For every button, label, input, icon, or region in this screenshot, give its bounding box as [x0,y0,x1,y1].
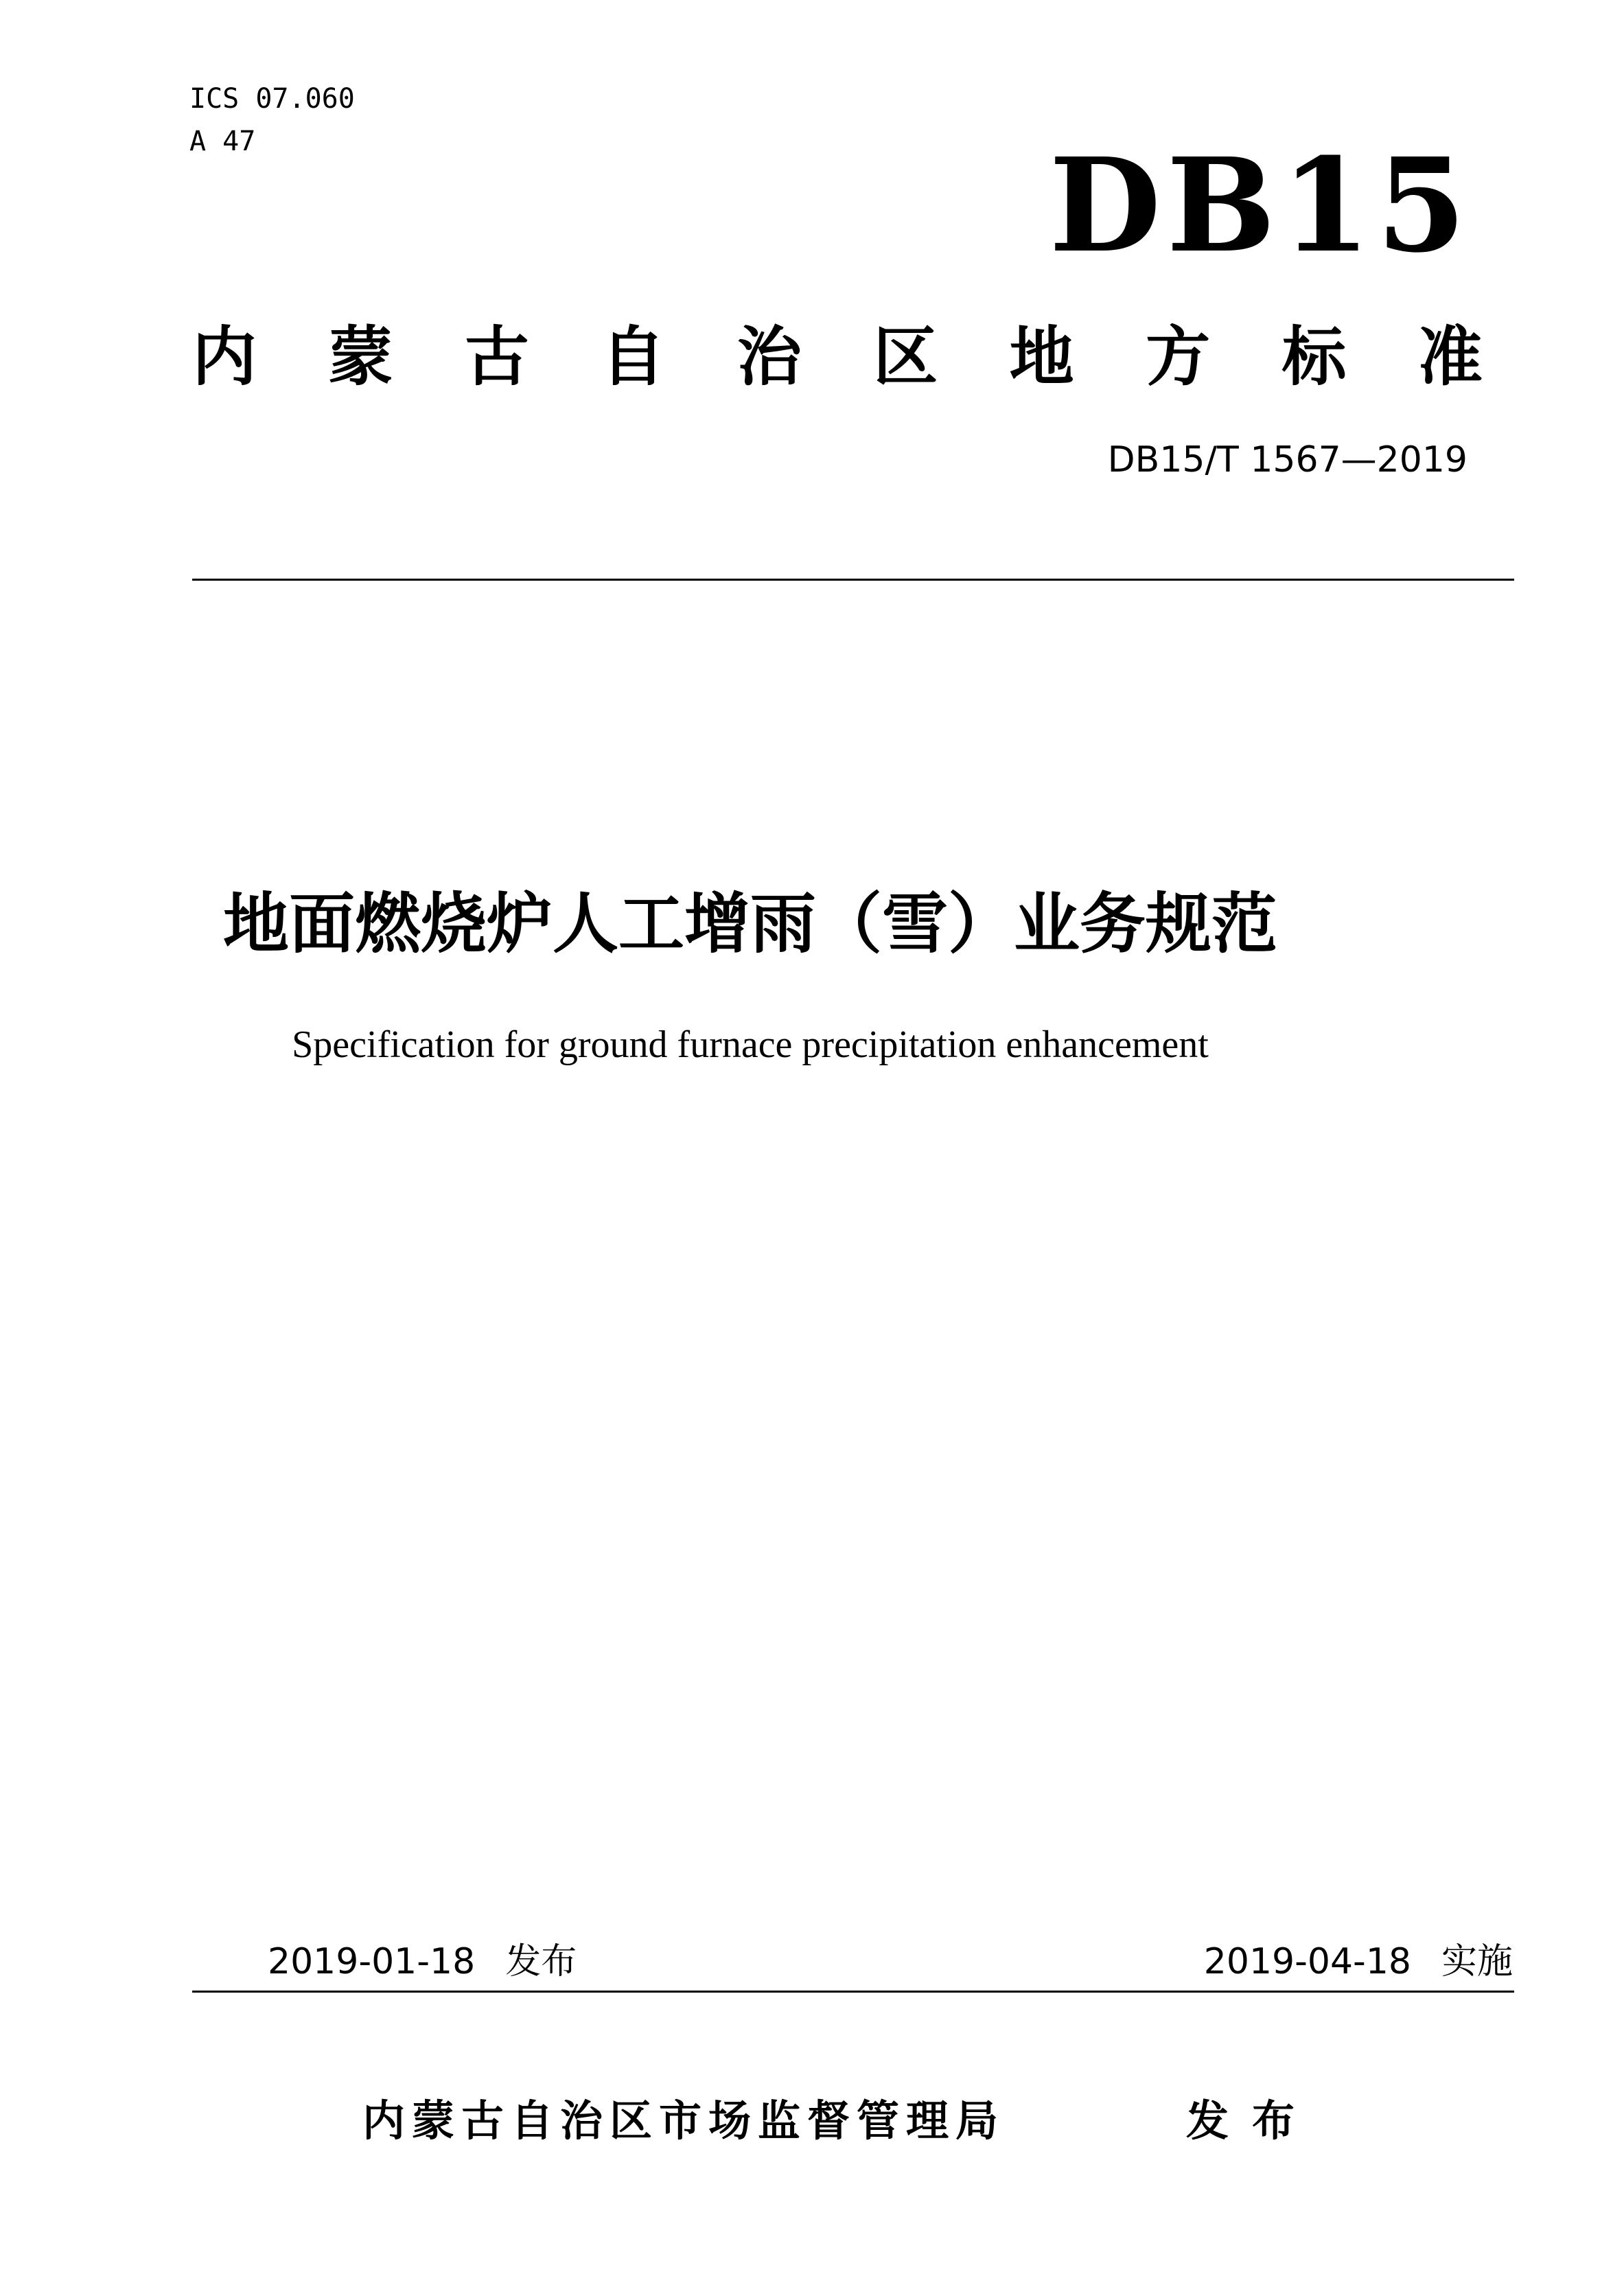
standard-type-char: 标 [1281,320,1347,395]
standard-type-char: 内 [192,320,257,395]
publish-date-block [268,1941,577,1982]
standard-type-char: 治 [736,320,802,395]
standard-type-char: 区 [873,320,938,395]
standard-type-char: 方 [1146,320,1211,395]
document-title-english: Specification for ground furnace precipitation enhancement [292,1023,1209,1066]
standard-number: DB15/T 1567—2019 [1107,439,1468,480]
document-title-chinese: 地面燃烧炉人工增雨（雪）业务规范 [223,885,1277,962]
standard-type-char: 自 [601,320,666,395]
standard-type-char: 地 [1009,320,1074,395]
publish-label: 发布 [505,1941,577,1982]
issuing-authority: 内蒙古自治区市场监督管理局 [362,2096,1006,2146]
publish-date: 2019-01-18 [268,1941,476,1982]
top-divider [192,579,1514,581]
ics-code: ICS 07.060 [189,83,355,115]
standard-type-char: 准 [1417,320,1483,395]
standard-type-char: 古 [464,320,529,395]
bottom-divider [192,1991,1514,1993]
standard-type-heading [192,320,1483,395]
implement-date: 2019-04-18 [1203,1941,1411,1982]
db-logo: DB15 [1049,130,1472,281]
classification-code: A 47 [189,126,256,157]
implement-date-block [1204,1941,1513,1982]
standard-type-char: 蒙 [328,320,393,395]
implement-label: 实施 [1441,1941,1513,1982]
issuing-action: 发布 [1186,2096,1319,2146]
